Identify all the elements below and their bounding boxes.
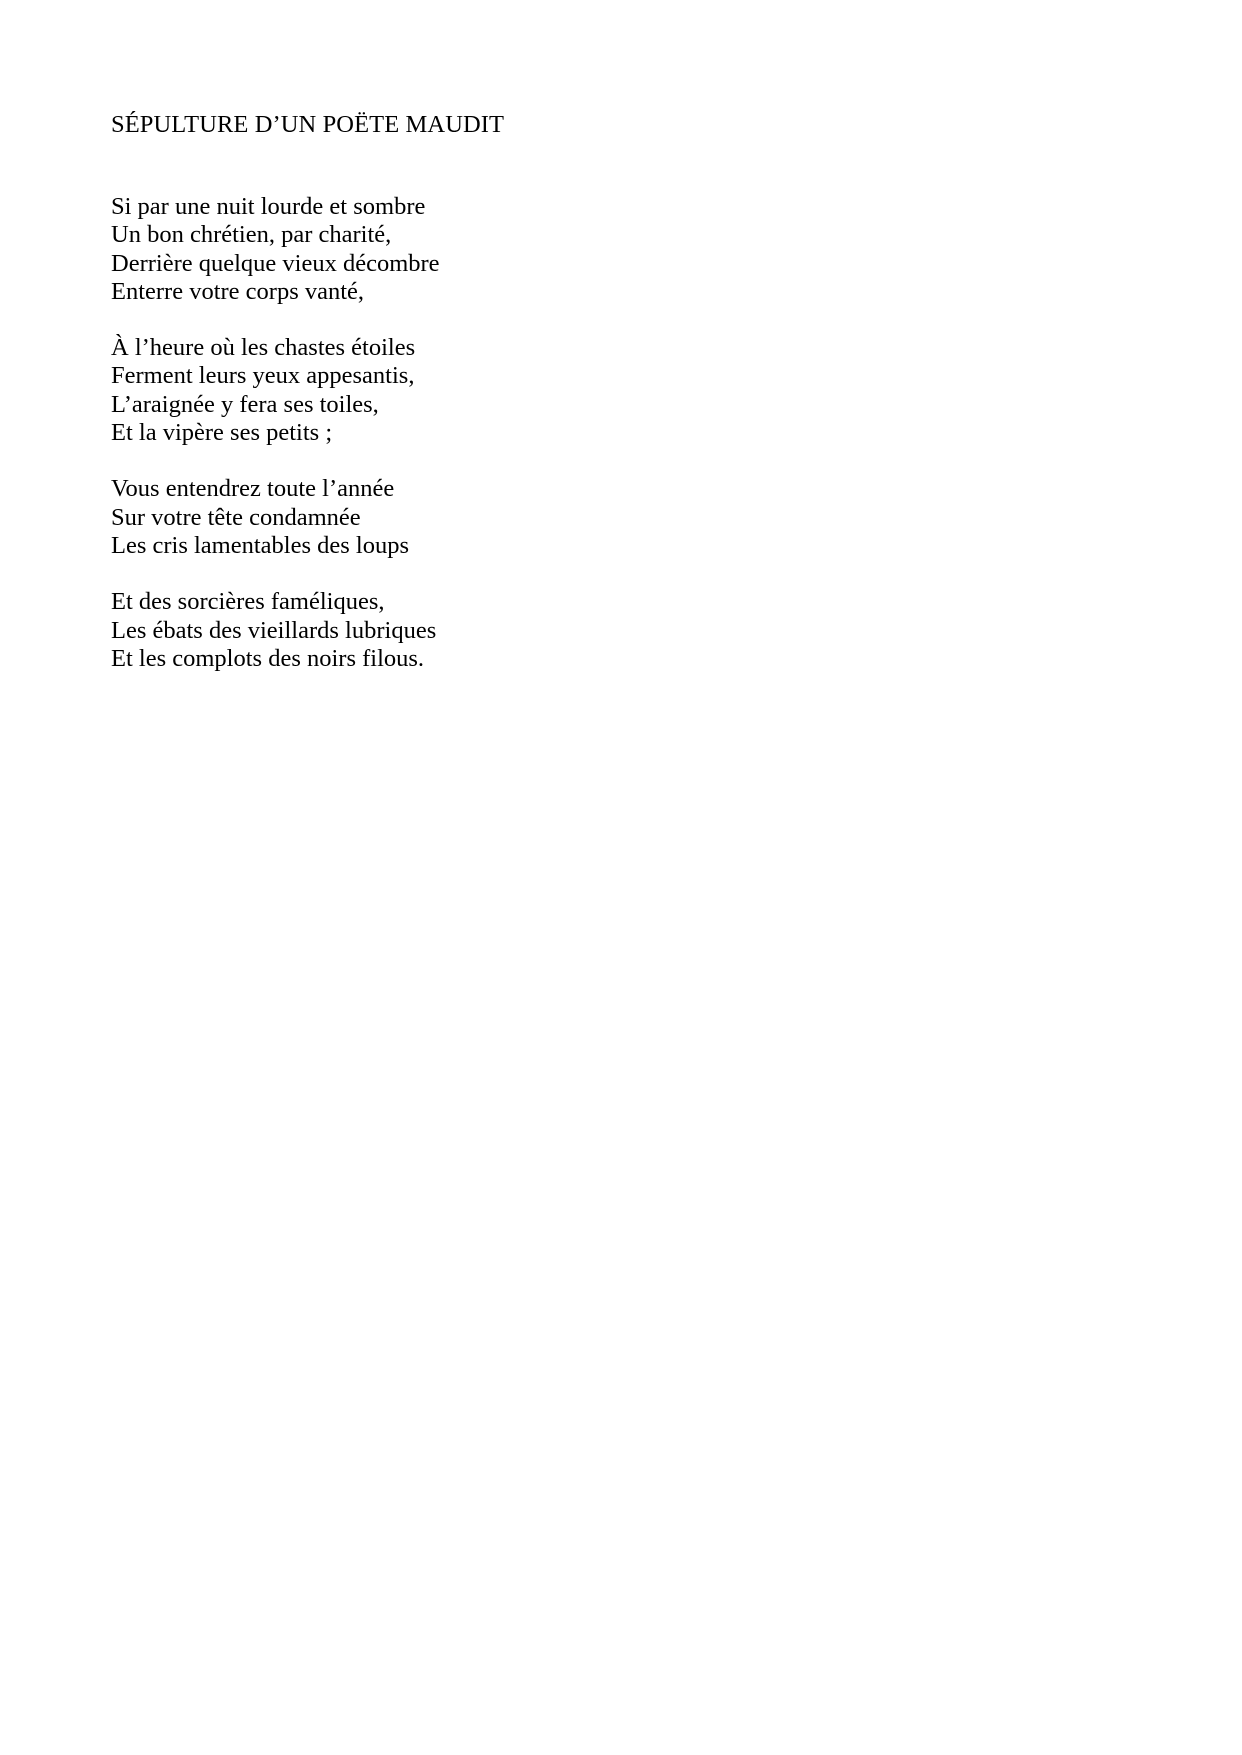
poem-body bbox=[111, 193, 440, 701]
poem-line: Enterre votre corps vanté, bbox=[111, 277, 365, 305]
poem-title: SÉPULTURE D’UN POËTE MAUDIT bbox=[111, 111, 505, 138]
stanza-3 bbox=[111, 475, 440, 560]
poem-line: Et la vipère ses petits ; bbox=[111, 419, 333, 447]
poem-line: Vous entendrez toute l’année bbox=[111, 475, 395, 503]
poem-line: À l’heure où les chastes étoiles bbox=[111, 334, 416, 362]
poem-line: Ferment leurs yeux appesantis, bbox=[111, 362, 415, 390]
poem-line: Un bon chrétien, par charité, bbox=[111, 221, 392, 249]
poem-line: Et les complots des noirs filous. bbox=[111, 644, 425, 672]
stanza-1 bbox=[111, 193, 440, 306]
stanza-4 bbox=[111, 588, 440, 673]
poem-line: Les cris lamentables des loups bbox=[111, 531, 410, 559]
poem-line: Derrière quelque vieux décombre bbox=[111, 249, 440, 277]
poem-line: Les ébats des vieillards lubriques bbox=[111, 616, 437, 644]
stanza-2 bbox=[111, 334, 440, 447]
poem-line: Si par une nuit lourde et sombre bbox=[111, 193, 426, 220]
poem-line: L’araignée y fera ses toiles, bbox=[111, 390, 379, 418]
poem-line: Sur votre tête condamnée bbox=[111, 503, 361, 531]
poem-line: Et des sorcières faméliques, bbox=[111, 588, 385, 616]
